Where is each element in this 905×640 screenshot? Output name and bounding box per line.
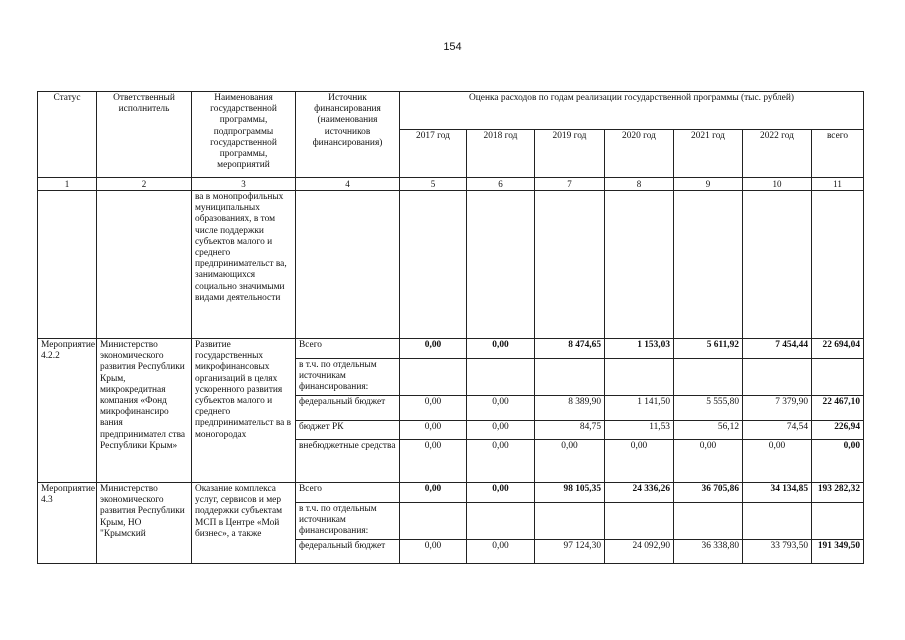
value-cell: 0,00 bbox=[467, 339, 535, 359]
value-cell: 0,00 bbox=[400, 539, 467, 563]
value-cell: 0,00 bbox=[467, 483, 535, 503]
header-year-2020: 2020 год bbox=[605, 130, 674, 178]
measure-422-status: Мероприятие 4.2.2 bbox=[38, 339, 97, 483]
source-cell: федеральный бюджет bbox=[296, 396, 400, 421]
index-cell: 7 bbox=[535, 178, 605, 191]
value-cell: 0,00 bbox=[400, 396, 467, 421]
value-cell: 36 338,80 bbox=[674, 539, 743, 563]
value-cell: 0,00 bbox=[400, 483, 467, 503]
index-cell: 1 bbox=[38, 178, 97, 191]
header-year-2019: 2019 год bbox=[535, 130, 605, 178]
index-cell: 2 bbox=[97, 178, 192, 191]
value-cell: 0,00 bbox=[674, 440, 743, 483]
value-cell: 7 454,44 bbox=[743, 339, 812, 359]
value-cell: 22 467,10 bbox=[812, 396, 864, 421]
measure-43-name: Оказание комплекса услуг, сервисов и мер поддержки субъектам МСП в Центре «Мой бизнес», а также bbox=[192, 483, 296, 564]
value-cell: 7 379,90 bbox=[743, 396, 812, 421]
index-cell: 8 bbox=[605, 178, 674, 191]
value-cell: 0,00 bbox=[467, 539, 535, 563]
header-year-2021: 2021 год bbox=[674, 130, 743, 178]
value-cell: 33 793,50 bbox=[743, 539, 812, 563]
value-cell: 97 124,30 bbox=[535, 539, 605, 563]
value-cell: 1 153,03 bbox=[605, 339, 674, 359]
value-cell: 0,00 bbox=[605, 440, 674, 483]
value-cell: 36 705,86 bbox=[674, 483, 743, 503]
source-cell: Всего bbox=[296, 339, 400, 359]
value-cell: 0,00 bbox=[812, 440, 864, 483]
value-cell: 0,00 bbox=[467, 421, 535, 440]
budget-table bbox=[37, 91, 864, 564]
header-status: Статус bbox=[38, 92, 97, 178]
value-cell: 5 611,92 bbox=[674, 339, 743, 359]
header-name: Наименования государственной программы, подпрограммы государственной программы, мероприятий bbox=[192, 92, 296, 178]
value-cell: 0,00 bbox=[535, 440, 605, 483]
source-cell: внебюджетные средства bbox=[296, 440, 400, 483]
index-cell: 3 bbox=[192, 178, 296, 191]
header-executor: Ответственный исполнитель bbox=[97, 92, 192, 178]
value-cell: 0,00 bbox=[467, 396, 535, 421]
value-cell: 8 474,65 bbox=[535, 339, 605, 359]
value-cell: 98 105,35 bbox=[535, 483, 605, 503]
value-cell: 0,00 bbox=[743, 440, 812, 483]
value-cell: 1 141,50 bbox=[605, 396, 674, 421]
index-cell: 6 bbox=[467, 178, 535, 191]
value-cell: 0,00 bbox=[400, 339, 467, 359]
value-cell: 8 389,90 bbox=[535, 396, 605, 421]
header-source: Источник финансирования (наименования источников финансирования) bbox=[296, 92, 400, 178]
source-cell: в т.ч. по отдельным источникам финансирования: bbox=[296, 359, 400, 396]
header-year-2022: 2022 год bbox=[743, 130, 812, 178]
source-cell: бюджет РК bbox=[296, 421, 400, 440]
header-year-2018: 2018 год bbox=[467, 130, 535, 178]
index-cell: 4 bbox=[296, 178, 400, 191]
value-cell: 0,00 bbox=[467, 440, 535, 483]
page-number: 154 bbox=[443, 41, 462, 53]
value-cell: 24 336,26 bbox=[605, 483, 674, 503]
index-cell: 5 bbox=[400, 178, 467, 191]
index-cell: 10 bbox=[743, 178, 812, 191]
value-cell: 191 349,50 bbox=[812, 539, 864, 563]
continuation-name: ва в монопрофильных муниципальных образованиях, в том числе поддержки субъектов малого и среднего предпринимательст ва, занимающихся социально значимыми видами деятельности bbox=[192, 191, 296, 339]
value-cell: 22 694,04 bbox=[812, 339, 864, 359]
value-cell: 24 092,90 bbox=[605, 539, 674, 563]
value-cell: 11,53 bbox=[605, 421, 674, 440]
measure-422-executor: Министерство экономического развития Республики Крым, микрокредитная компания «Фонд микрофинансиро вания предпринимател ства Республики Крым» bbox=[97, 339, 192, 483]
header-estimate: Оценка расходов по годам реализации государственной программы (тыс. рублей) bbox=[400, 92, 864, 130]
value-cell: 0,00 bbox=[400, 440, 467, 483]
value-cell: 193 282,32 bbox=[812, 483, 864, 503]
header-total: всего bbox=[812, 130, 864, 178]
value-cell: 34 134,85 bbox=[743, 483, 812, 503]
value-cell: 5 555,80 bbox=[674, 396, 743, 421]
index-cell: 9 bbox=[674, 178, 743, 191]
source-cell: федеральный бюджет bbox=[296, 539, 400, 563]
measure-43-executor: Министерство экономического развития Республики Крым, НО "Крымский bbox=[97, 483, 192, 564]
value-cell: 56,12 bbox=[674, 421, 743, 440]
value-cell: 0,00 bbox=[400, 421, 467, 440]
source-cell: Всего bbox=[296, 483, 400, 503]
value-cell: 74,54 bbox=[743, 421, 812, 440]
header-year-2017: 2017 год bbox=[400, 130, 467, 178]
measure-422-name: Развитие государственных микрофинансовых организаций в целях ускоренного развития субъектов малого и среднего предпринимательст ва в моногородах bbox=[192, 339, 296, 483]
value-cell: 226,94 bbox=[812, 421, 864, 440]
source-cell: в т.ч. по отдельным источникам финансирования: bbox=[296, 503, 400, 540]
measure-43-status: Мероприятие 4.3 bbox=[38, 483, 97, 564]
value-cell: 84,75 bbox=[535, 421, 605, 440]
index-cell: 11 bbox=[812, 178, 864, 191]
